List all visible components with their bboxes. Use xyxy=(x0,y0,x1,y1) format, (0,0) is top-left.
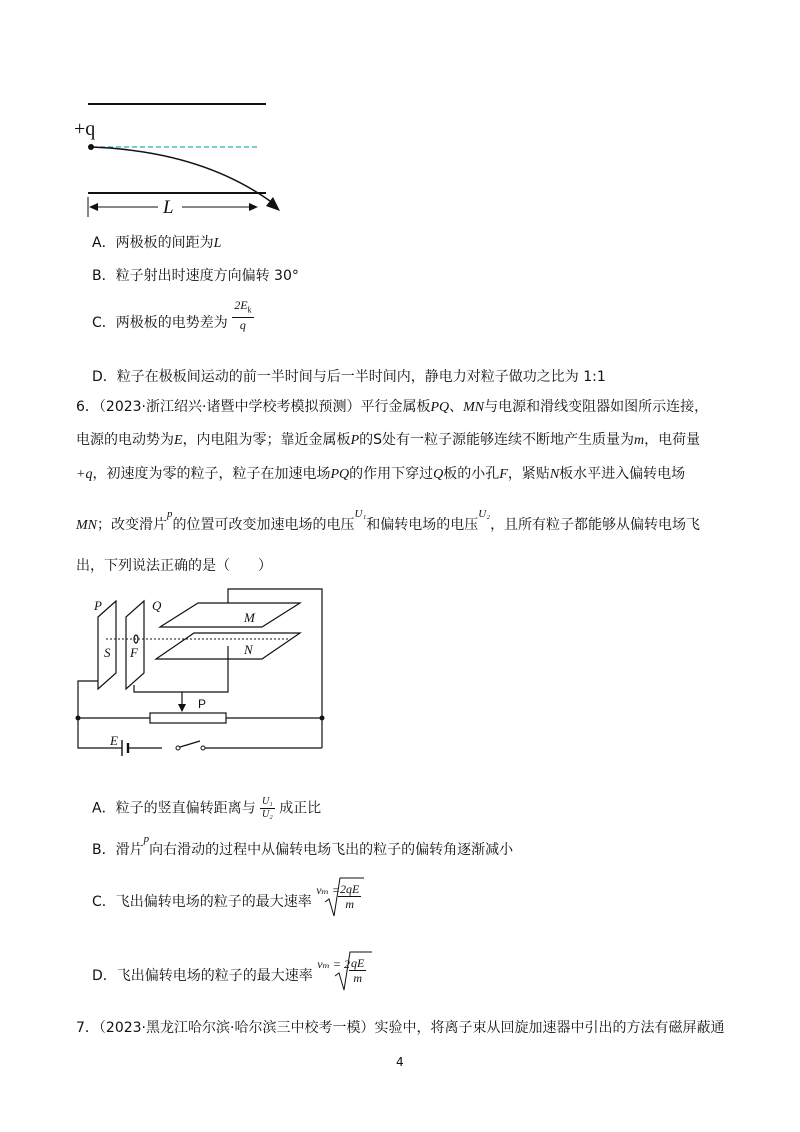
junction-right xyxy=(320,716,325,721)
q6-option-d: D．飞出偏转电场的粒子的最大速率 vₘ = 2 $\frac{qE}{m}$ xyxy=(92,954,350,994)
rheostat xyxy=(150,713,226,723)
sqrt-fraction-c: $\frac{2qE}{m}$ xyxy=(340,882,360,911)
label-e: E xyxy=(110,733,118,748)
length-arrow-left xyxy=(89,203,98,211)
vm-label: vₘ = xyxy=(316,883,341,897)
junction-left xyxy=(76,716,81,721)
label-f: F xyxy=(130,645,138,660)
q6-line-5: 出，下列说法正确的是（ ） xyxy=(76,558,272,574)
label-q: Q xyxy=(152,598,162,613)
q6-line-2: 电源的电动势为E，内电阻为零；靠近金属板P的S处有一粒子源能够连续不断地产生质量为m，电荷量 xyxy=(76,432,701,448)
q6-option-c: C．飞出偏转电场的粒子的最大速率 vₘ = $\frac{2qE}{m}$ xyxy=(92,880,340,920)
q6-line-1: 6．（2023·浙江绍兴·诸暨中学校考模拟预测）平行金属板PQ、MN与电源和滑线变阻器如图所示连接， xyxy=(76,399,709,415)
deflection-figure xyxy=(70,95,300,230)
wire-n xyxy=(182,646,228,692)
length-label: L xyxy=(163,197,174,218)
voltage-ratio-fraction: $\frac{\text{U₁}}{\text{U₂}}$ xyxy=(262,796,273,820)
switch-right-contact xyxy=(201,746,205,750)
q6-option-a: A．粒子的竖直偏转距离与 $\frac{\text{U₁}}{\text{U₂}}$ 成正比 xyxy=(92,796,322,820)
q5-option-d: D．粒子在极板间运动的前一半时间与后一半时间内，静电力对粒子做功之比为 1:1 xyxy=(92,369,606,385)
q6-line-3: +q，初速度为零的粒子，粒子在加速电场PQ的作用下穿过Q板的小孔F，紧贴N板水平进入偏转电场 xyxy=(76,466,686,482)
plate-m xyxy=(160,603,300,627)
q5-option-b: B．粒子射出时速度方向偏转 30° xyxy=(92,268,299,284)
q6-line-4: MN；改变滑片$^p$的位置可改变加速电场的电压$^{U_1}$和偏转电场的电压$^{U_2}$，且所有粒子都能够从偏转电场飞 xyxy=(76,508,701,533)
label-slider-p: P xyxy=(198,697,207,711)
q5-option-a: A．两极板的间距为L xyxy=(92,235,222,251)
length-arrow-right xyxy=(249,203,258,211)
wire-m xyxy=(228,589,322,718)
wire-p xyxy=(78,681,98,718)
q5-option-c: C．两极板的电势差为 $\frac{2E_k}{q}$ xyxy=(92,298,252,333)
wire-q xyxy=(134,685,182,692)
label-n: N xyxy=(244,642,253,657)
switch-left-contact xyxy=(176,746,180,750)
q6-option-b: B．滑片$^p$向右滑动的过程中从偏转电场飞出的粒子的偏转角逐渐减小 xyxy=(92,833,514,858)
charge-label: +q xyxy=(74,118,96,140)
sqrt-fraction-d: $\frac{qE}{m}$ xyxy=(351,956,365,985)
slider-arrowhead xyxy=(178,704,186,712)
label-s: S xyxy=(104,645,111,660)
page-number: 4 xyxy=(396,1055,404,1069)
label-m: M xyxy=(244,610,255,625)
potential-difference-fraction: $\frac{2E_k}{q}$ xyxy=(234,298,252,333)
q7-line-1: 7．（2023·黑龙江哈尔滨·哈尔滨三中校考一模）实验中，将离子束从回旋加速器中引出的方法有磁屏蔽通 xyxy=(76,1020,725,1036)
label-p: P xyxy=(94,598,102,613)
vm-label-d: vₘ = 2 xyxy=(317,957,351,971)
switch-blade xyxy=(180,741,200,747)
